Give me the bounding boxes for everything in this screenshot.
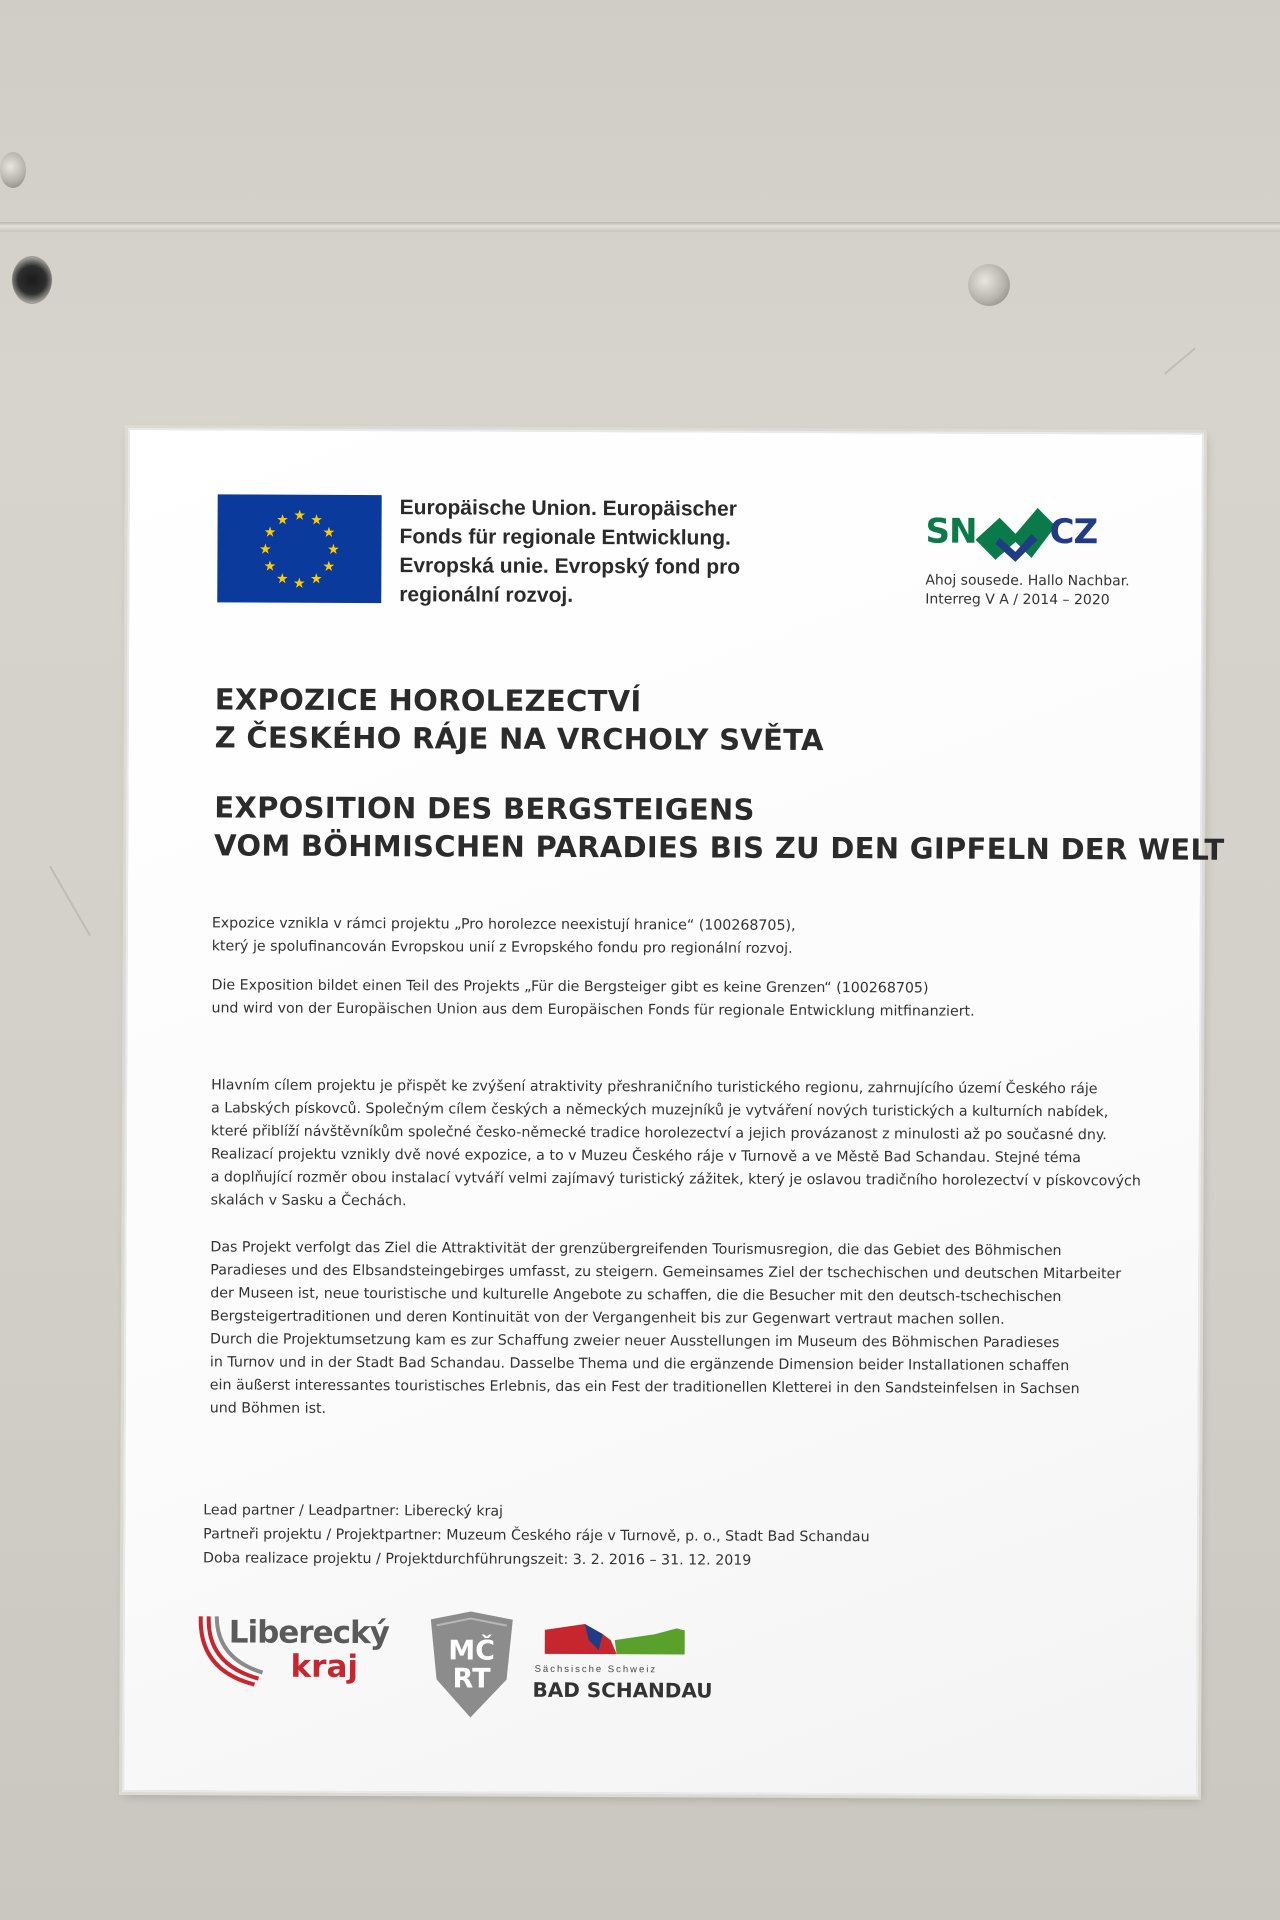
eu-text-line: regionální rozvoj. [399, 583, 574, 607]
text-line: který je spolufinancován Evropskou unií z Evropského fondu pro regionální rozvoj. [211, 938, 793, 957]
bad-schandau-subtitle: Sächsische Schweiz [534, 1663, 658, 1676]
liberecky-text: Liberecký [228, 1614, 389, 1652]
interreg-logo [919, 495, 1149, 610]
body-german [210, 1236, 1151, 1424]
wall-bolt [968, 264, 1010, 306]
bad-schandau-title: BAD SCHANDAU [532, 1677, 713, 1703]
text-line: und wird von der Europäischen Union aus dem Europäischen Fonds für regionale Entwicklung mitfinanziert. [211, 1000, 975, 1020]
text-line: Hlavním cílem projektu je přispět ke zvýšení atraktivity přeshraničního turistického regionu, zahrnujícího území Českého ráje [211, 1077, 1098, 1098]
wall-crack [49, 866, 91, 936]
title-line: VOM BÖHMISCHEN PARADIES BIS ZU DEN GIPFELN DER WELT [214, 828, 1225, 867]
text-line: Das Projekt verfolgt das Ziel die Attraktivität der grenzübergreifenden Tourismusregion, die das Gebiet des Böhmischen [210, 1239, 1062, 1260]
text-line: Durch die Projektumsetzung kam es zur Schaffung zweier neuer Ausstellungen im Museum des Böhmischen Paradieses [209, 1331, 1060, 1352]
eu-text-line: Fonds für regionale Entwicklung. [399, 525, 731, 550]
text-line: Expozice vznikla v rámci projektu „Pro horolezce neexistují hranice“ (100268705), [211, 915, 796, 934]
interreg-sn: SN [925, 511, 977, 552]
text-line: Paradieses und des Elbsandsteingebirges umfasst, zu steigern. Gemeinsames Ziel der tschechischen und deutschen Mitarbeiter [210, 1262, 1122, 1283]
mcrt-shield-logo [426, 1611, 516, 1721]
eu-star-icon: ★ [259, 540, 272, 557]
interreg-check-icon [975, 500, 1055, 566]
bad-schandau-landscape-icon [545, 1620, 695, 1661]
wall-bolt [12, 256, 52, 304]
eu-star-icon: ★ [310, 570, 323, 587]
text-line: Realizací projektu vznikly dvě nové expozice, a to v Muzeu Českého ráje v Turnově a ve Městě Bad Schandau. Stejné téma [210, 1146, 1082, 1167]
text-line: a doplňující rozměr obou instalací vytváří velmi zajímavý turistický zážitek, který je oslavou tradičního horolezectví v pískovcových [210, 1169, 1141, 1190]
title-line: EXPOSITION DES BERGSTEIGENS [214, 790, 755, 827]
title-german [214, 788, 1225, 868]
partner-line: Partneři projektu / Projektpartner: Muzeum Českého ráje v Turnově, p. o., Stadt Bad Schandau [203, 1526, 870, 1546]
eu-star-icon: ★ [276, 511, 289, 528]
eu-star-icon: ★ [322, 557, 336, 574]
eu-star-icon: ★ [293, 506, 306, 523]
text-line: in Turnov und in der Stadt Bad Schandau. Dasselbe Thema und die ergänzende Dimension beider Installationen schaffen [209, 1354, 1070, 1375]
title-czech [215, 680, 1155, 760]
eu-star-icon: ★ [276, 570, 289, 587]
liberecky-kraj-logo [194, 1610, 404, 1701]
title-line: EXPOZICE HOROLEZECTVÍ [214, 682, 642, 719]
partner-line: Doba realizace projektu / Projektdurchführungszeit: 3. 2. 2016 – 31. 12. 2019 [203, 1550, 752, 1569]
bad-schandau-logo [534, 1620, 714, 1717]
project-partners [203, 1498, 1103, 1574]
information-plaque [122, 428, 1225, 1797]
text-line: Bergsteigertraditionen und deren Kontinuität von der Vergangenheit bis zur Gegenwart vertraut machen sollen. [210, 1308, 1005, 1328]
body-czech [211, 1074, 1152, 1216]
interreg-tagline: Ahoj sousede. Hallo Nachbar. [925, 572, 1130, 590]
eu-star-icon: ★ [310, 511, 323, 528]
eu-star-icon: ★ [263, 523, 277, 540]
eu-star-icon: ★ [327, 540, 340, 557]
eu-flag-icon [217, 494, 381, 603]
text-line: ein äußerst interessantes touristisches Erlebnis, das ein Fest der traditionellen Kletterei in den Sandsteinfelsen in Sachsen [209, 1377, 1080, 1398]
text-line: und Böhmen ist. [209, 1400, 327, 1417]
intro-german [211, 974, 1151, 1024]
kraj-text: kraj [290, 1648, 359, 1686]
wall-seam [0, 222, 1280, 232]
wall-crack [1164, 347, 1196, 374]
partner-logos [194, 1610, 794, 1723]
text-line: Die Exposition bildet einen Teil des Projekts „Für die Bergsteiger gibt es keine Grenzen“ (100268705) [211, 977, 929, 997]
eu-text-line: Evropská unie. Evropský fond pro [399, 554, 741, 579]
text-line: der Museen ist, neue touristische und kulturelle Angebote zu schaffen, die die Besucher mit den deutsch-tschechischen [210, 1285, 1062, 1306]
eu-star-icon: ★ [293, 574, 306, 591]
title-line: Z ČESKÉHO RÁJE NA VRCHOLY SVĚTA [214, 720, 824, 758]
mcrt-text: MČRT [448, 1635, 496, 1695]
text-line: které přiblíží návštěvníkům společné česko-německé tradice horolezectví a jejich provázanost z minulosti až po současné dny. [210, 1123, 1107, 1144]
eu-text-line: Europäische Union. Europäischer [399, 496, 737, 521]
eu-star-icon: ★ [322, 523, 336, 540]
partner-line: Lead partner / Leadpartner: Liberecký kraj [203, 1502, 504, 1520]
text-line: a Labských pískovců. Společným cílem českých a německých muzejníků je vytváření nových turistických a kulturních nabídek, [210, 1100, 1109, 1121]
eu-funding-text [399, 493, 800, 611]
intro-czech [212, 912, 1152, 962]
eu-star-icon: ★ [263, 557, 277, 574]
text-line: skalách v Sasku a Čechách. [210, 1192, 407, 1210]
wall-bolt [0, 152, 26, 188]
interreg-cz: CZ [1049, 512, 1098, 553]
interreg-period: Interreg V A / 2014 – 2020 [925, 591, 1110, 609]
